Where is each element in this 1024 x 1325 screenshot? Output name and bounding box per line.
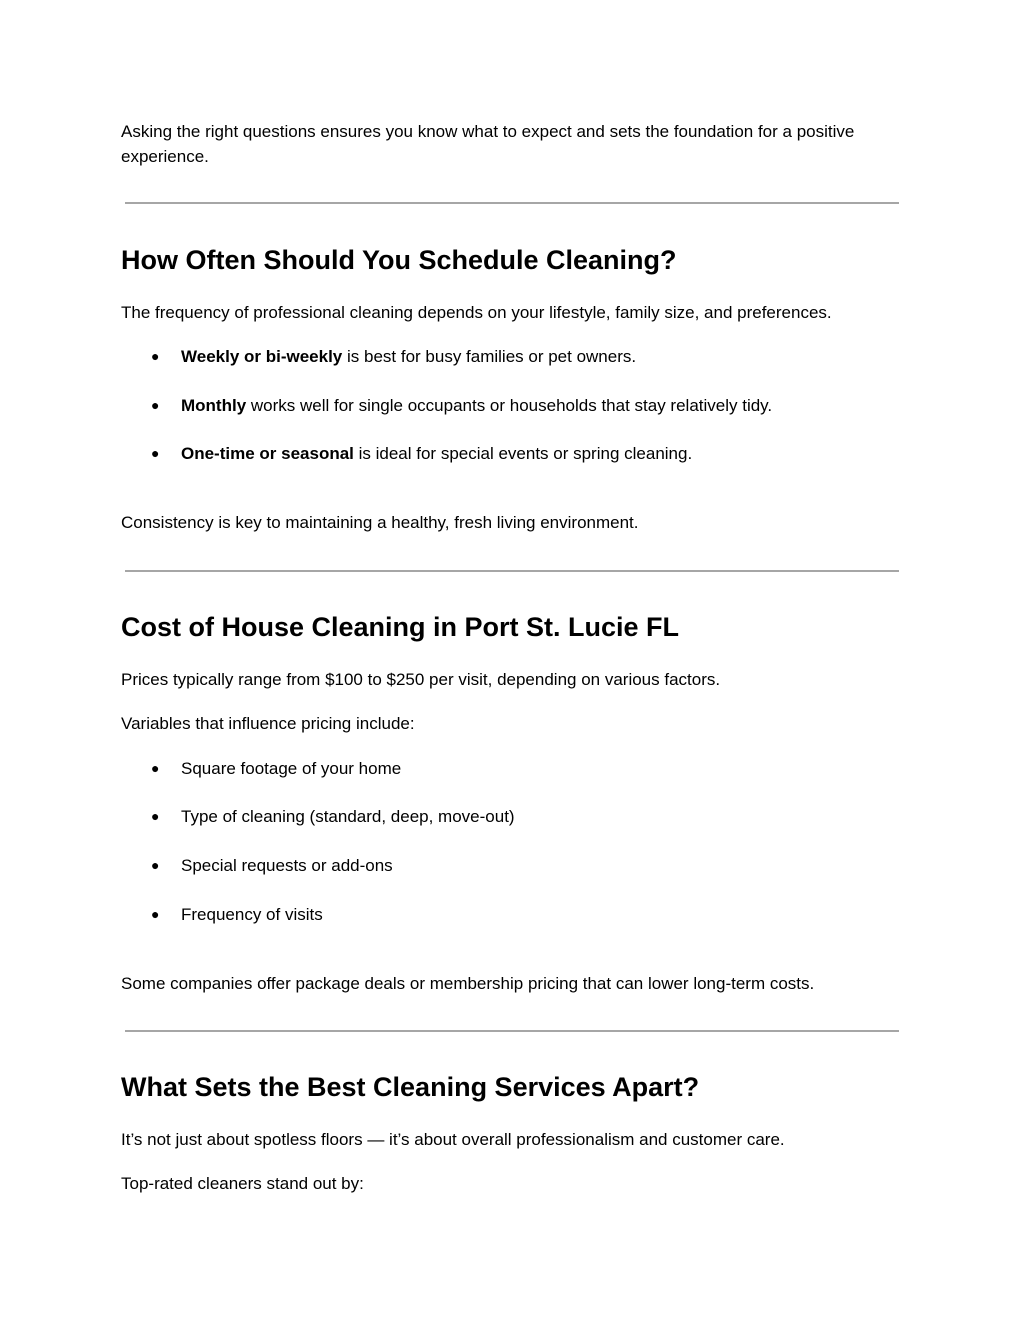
- list-item-text: Square footage of your home: [181, 759, 402, 778]
- section-divider: [125, 202, 899, 204]
- list-item-text: Type of cleaning (standard, deep, move-out): [181, 807, 515, 826]
- cost-lead-paragraph: Prices typically range from $100 to $250 per visit, depending on various factors.: [121, 670, 721, 689]
- section-heading-best: What Sets the Best Cleaning Services Apart?: [121, 1072, 700, 1102]
- list-item-emphasis: Weekly or bi-weekly: [181, 347, 343, 366]
- list-item-text: Frequency of visits: [181, 905, 323, 924]
- bullet-icon: ●: [151, 348, 160, 364]
- section-divider: [125, 570, 899, 572]
- list-item-emphasis: One-time or seasonal: [181, 444, 354, 463]
- intro-paragraph: Asking the right questions ensures you know what to expect and sets the foundation for a positive experience.: [121, 122, 855, 166]
- best-lead-paragraph: It’s not just about spotless floors — it’s about overall professionalism and customer care.: [121, 1130, 785, 1149]
- list-item-emphasis: Monthly: [181, 396, 247, 415]
- list-item-text: is best for busy families or pet owners.: [342, 347, 637, 366]
- bullet-icon: ●: [151, 808, 160, 824]
- bullet-icon: ●: [151, 906, 160, 922]
- frequency-closing-paragraph: Consistency is key to maintaining a healthy, fresh living environment.: [121, 513, 639, 532]
- bullet-icon: ●: [151, 397, 160, 413]
- list-item-text: Special requests or add-ons: [181, 856, 393, 875]
- section-heading-frequency: How Often Should You Schedule Cleaning?: [121, 245, 677, 275]
- bullet-icon: ●: [151, 760, 160, 776]
- cost-closing-paragraph: Some companies offer package deals or membership pricing that can lower long-term costs.: [121, 974, 815, 993]
- frequency-lead-paragraph: The frequency of professional cleaning depends on your lifestyle, family size, and preferences.: [121, 303, 832, 322]
- bullet-icon: ●: [151, 857, 160, 873]
- cost-sublead-paragraph: Variables that influence pricing include:: [121, 714, 415, 733]
- list-item-text: is ideal for special events or spring cleaning.: [353, 444, 693, 463]
- section-heading-cost: Cost of House Cleaning in Port St. Lucie FL: [121, 612, 680, 642]
- bullet-icon: ●: [151, 445, 160, 461]
- section-divider: [125, 1030, 899, 1032]
- list-item-text: works well for single occupants or households that stay relatively tidy.: [246, 396, 773, 415]
- best-sublead-paragraph: Top-rated cleaners stand out by:: [121, 1174, 364, 1193]
